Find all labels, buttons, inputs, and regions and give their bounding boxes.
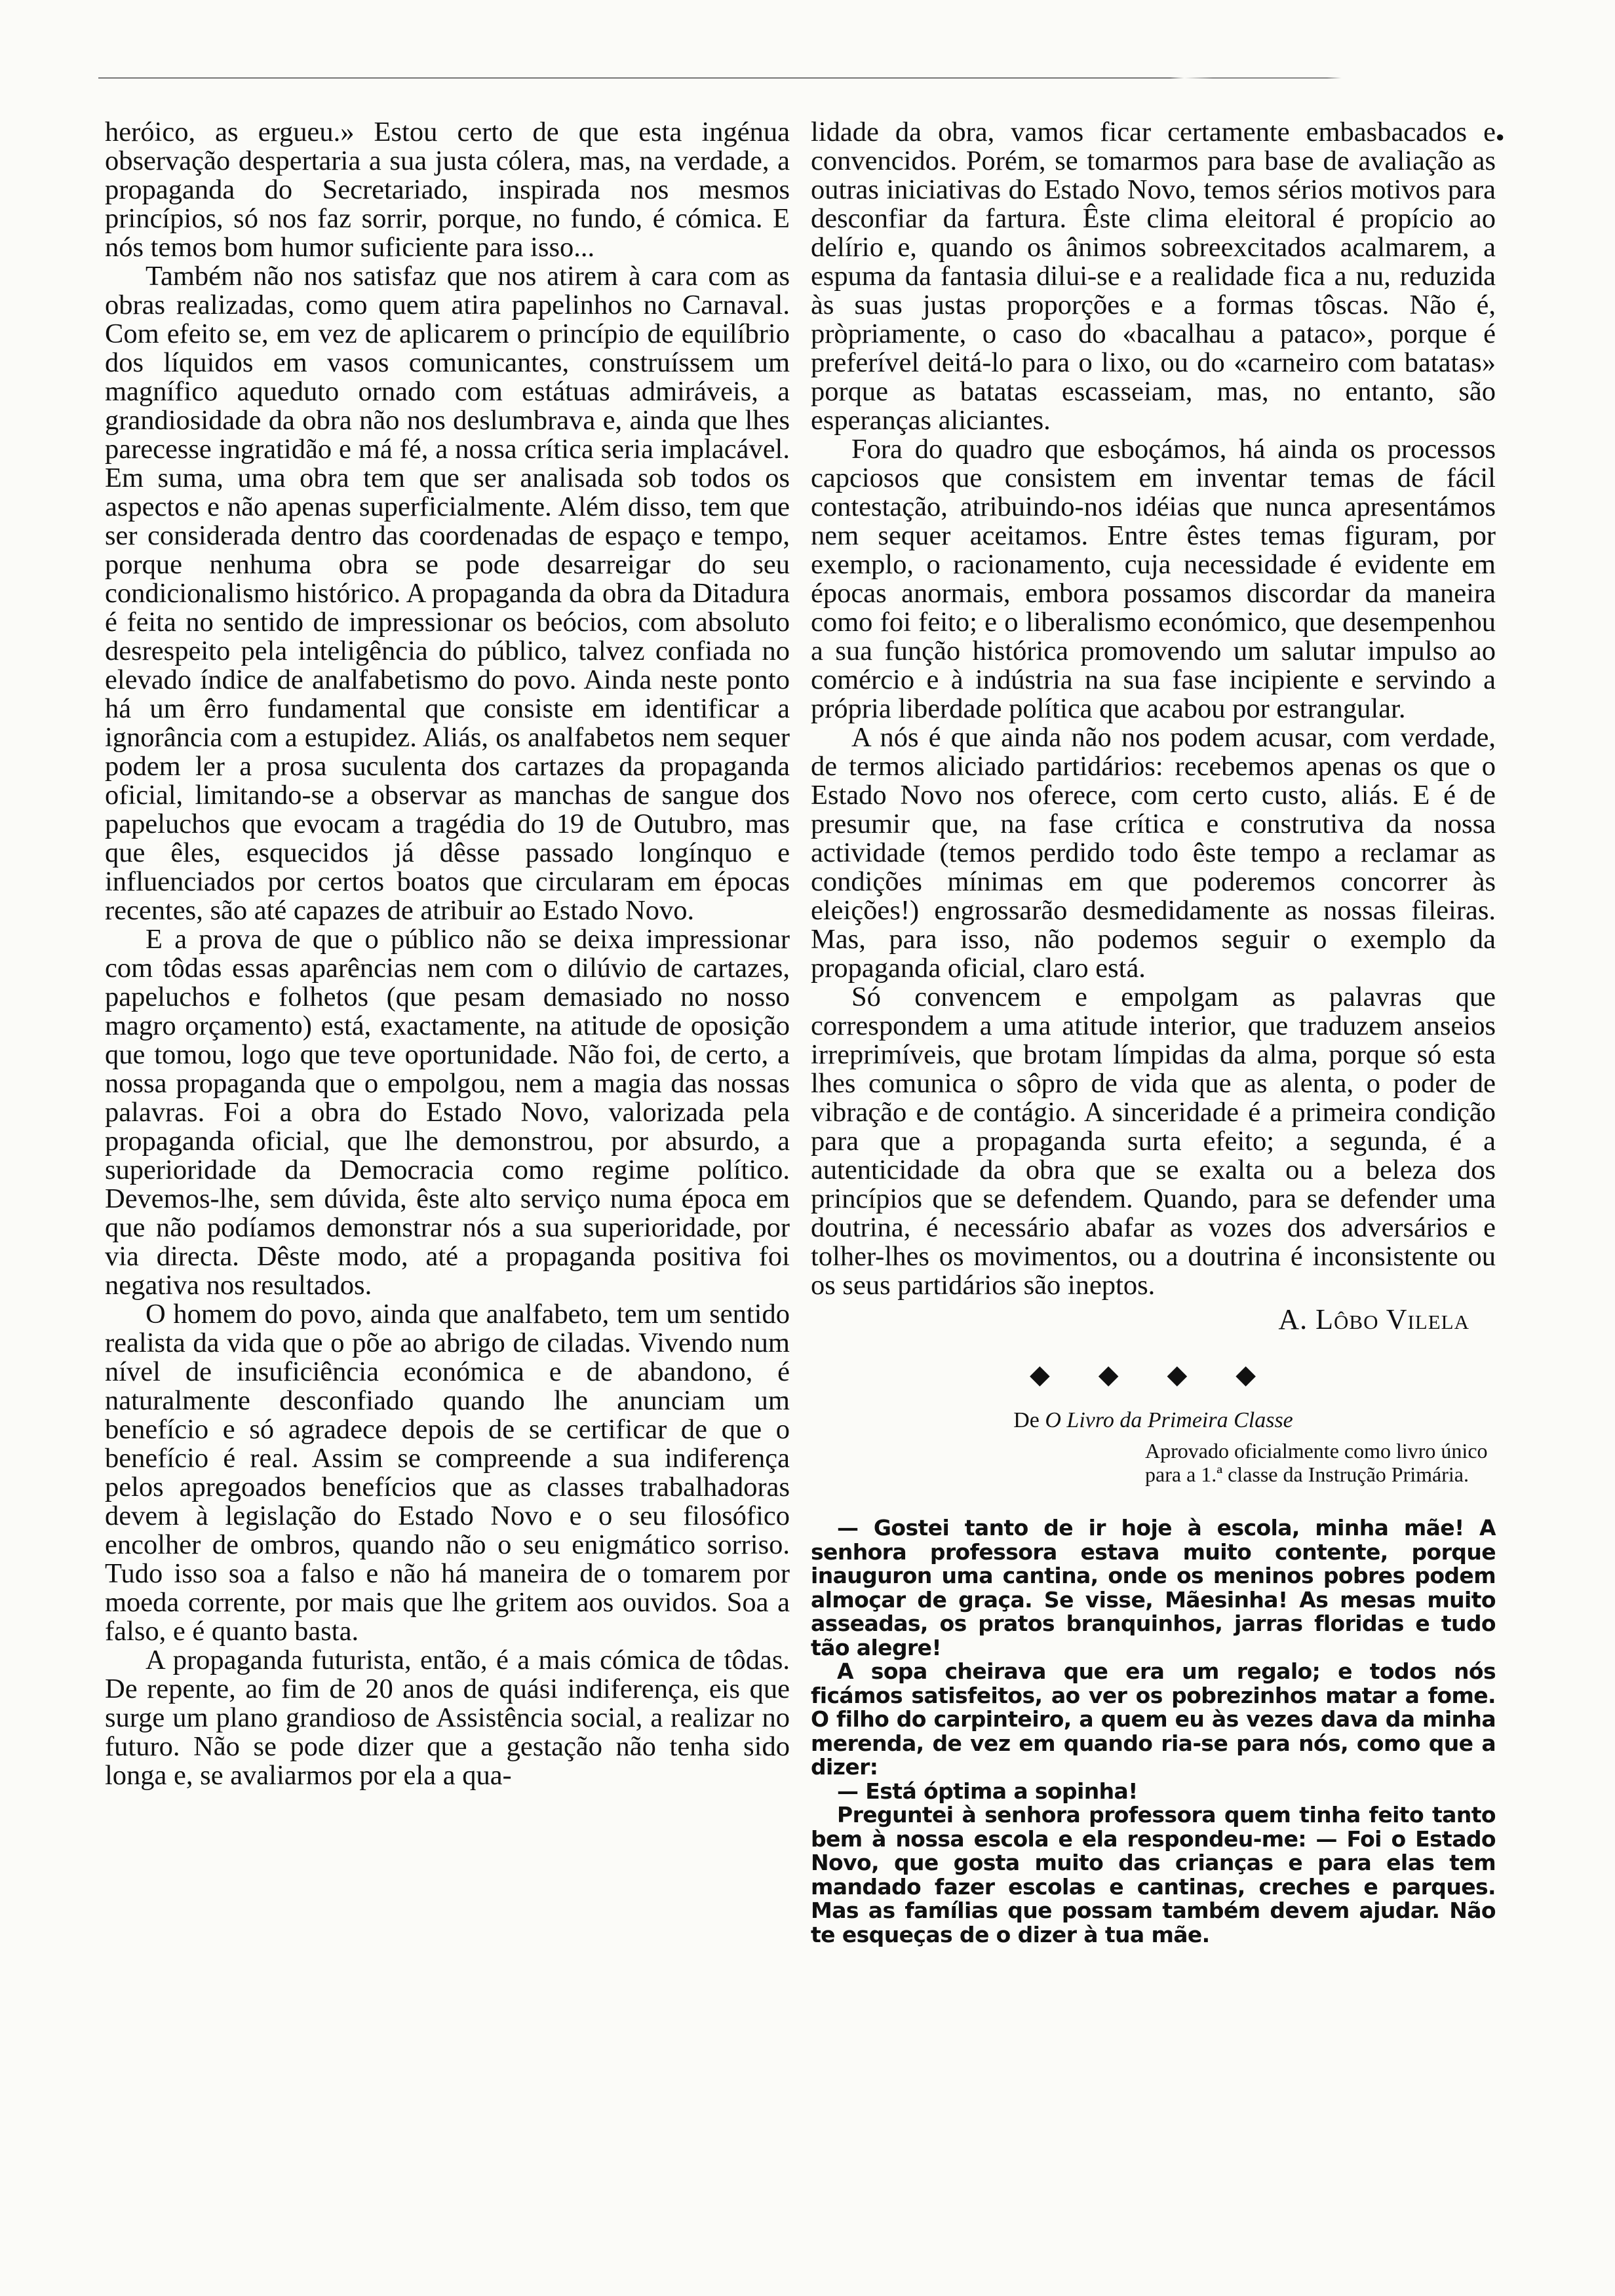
- paragraph: A nós é que ainda não nos podem acusar, com verdade, de termos aliciado partidários: recebemos apenas os que o Estado Novo nos oferece, com certo custo, aliás. E é de presumir que, na fase crítica e construtiva da nossa actividade (temos perdido todo êste tempo a reclamar as condições mínimas em que poderemos concorrer às eleições!) engrossarão desmedidamente as nossas fileiras. Mas, para isso, não podemos seguir o exemplo da propaganda oficial, claro está.: [811, 722, 1496, 984]
- excerpt-paragraph: A sopa cheirava que era um regalo; e todos nós ficámos satisfeitos, ao ver os pobrezinhos matar a fome. O filho do carpinteiro, a quem eu às vezes dava da minha merenda, de vez em quando ria-se para nós, como que a dizer:: [811, 1658, 1496, 1780]
- source-title: O Livro da Primeira Classe: [1045, 1408, 1293, 1432]
- page-top-rule: [98, 77, 1527, 79]
- paragraph: E a prova de que o público não se deixa impressionar com tôdas essas aparências nem com o dilúvio de cartazes, papeluchos e folhetos (que pesam demasiado no nosso magro orçamento) está, exactamente, na atitude de oposição que tomou, logo que teve oportunidade. Não foi, de certo, a nossa propaganda que o empolgou, nem a magia das nossas palavras. Foi a obra do Estado Novo, valorizada pela propaganda oficial, que lhe demonstrou, por absurdo, a superioridade da Democracia como regime político. Devemos-lhe, sem dúvida, êste alto serviço numa época em que não podíamos demonstrar nós a sua superioridade, por via directa. Dêste modo, até a propaganda positiva foi negativa nos resultados.: [105, 924, 790, 1301]
- ink-mark: ●: [1496, 128, 1505, 145]
- excerpt-paragraph: Preguntei à senhora professora quem tinha feito tanto bem à nossa escola e ela respondeu-me: — Foi o Estado Novo, que gosta muito das crianças e para elas tem mandado fazer escolas e cantinas, creches e parques. Mas as famílias que possam também devem ajudar. Não te esqueças de o dizer à tua mãe.: [811, 1802, 1496, 1947]
- excerpt-paragraph: — Gostei tanto de ir hoje à escola, minha mãe! A senhora professora estava muito contente, porque inauguron uma cantina, onde os meninos pobres podem almoçar de graça. Se visse, Mãesinha! As mesas muito asseadas, os pratos branquinhos, jarras floridas e tudo tão alegre!: [811, 1515, 1496, 1660]
- section-ornament: ◆ ◆ ◆ ◆: [1029, 1360, 1277, 1389]
- source-prefix: De: [1013, 1408, 1040, 1432]
- right-column: [811, 118, 1496, 1947]
- paragraph: O homem do povo, ainda que analfabeto, tem um sentido realista da vida que o põe ao abrigo de ciladas. Vivendo num nível de insuficiência económica e de abandono, é naturalmente desconfiado quando lhe anunciam um benefício e só agradece depois de se certificar de que o benefício é real. Assim se compreende a sua indiferença pelos apregoados benefícios que as classes trabalhadoras devem à legislação do Estado Novo e o seu filosófico encolher de ombros, quando não o seu enigmático sorriso. Tudo isso soa a falso e não há maneira de o tomarem por moeda corrente, por mais que lhe gritem aos ouvidos. Soa a falso, e é quanto basta.: [105, 1299, 790, 1647]
- paragraph: A propaganda futurista, então, é a mais cómica de tôdas. De repente, ao fim de 20 anos de quási indiferença, eis que surge um plano grandioso de Assistência social, a realizar no futuro. Não se pode dizer que a gestação não tenha sido longa e, se avaliarmos por ela a qua-: [105, 1645, 790, 1791]
- excerpt-paragraph: — Está óptima a sopinha!: [837, 1778, 1138, 1804]
- paragraph: Fora do quadro que esboçámos, há ainda os processos capciosos que consistem em inventar temas de fácil contestação, atribuindo-nos idéias que nunca apresentámos nem sequer aceitamos. Entre êstes temas figuram, por exemplo, o racionamento, cuja necessidade é evidente em épocas anormais, embora possamos discordar da maneira como foi feito; e o liberalismo económico, que desempenhou a sua função histórica promovendo um salutar impulso ao comércio e à indústria na sua fase incipiente e servindo a própria liberdade política que acabou por estrangular.: [811, 434, 1496, 724]
- approval-note: Aprovado oficialmente como livro único para a 1.ª classe da Instrução Primária.: [1145, 1439, 1488, 1486]
- paragraph: Também não nos satisfaz que nos atirem à cara com as obras realizadas, como quem atira papelinhos no Carnaval. Com efeito se, em vez de aplicarem o princípio de equilíbrio dos líquidos em vasos comunicantes, construíssem um magnífico aqueduto ornado com estátuas admiráveis, a grandiosidade da obra não nos deslumbrava e, ainda que lhes parecesse ingratidão e má fé, a nossa crítica seria implacável. Em suma, uma obra tem que ser analisada sob todos os aspectos e não apenas superficialmente. Além disso, tem que ser considerada dentro das coordenadas de espaço e tempo, porque nenhuma obra se pode desarreigar do seu condicionalismo histórico. A propaganda da obra da Ditadura é feita no sentido de impressionar os beócios, com absoluto desrespeito pela inteligência do público, talvez confiada no elevado índice de analfabetismo do povo. Ainda neste ponto há um êrro fundamental que consiste em identificar a ignorância com a estupidez. Aliás, os analfabetos nem sequer podem ler a prosa suculenta dos cartazes da propaganda oficial, limitando-se a observar as manchas de sangue dos papeluchos que evocam a tragédia do 19 de Outubro, mas que êles, esquecidos já dêsse passado longínquo e influenciados por certos boatos que circularam em épocas recentes, são até capazes de atribuir ao Estado Novo.: [105, 261, 790, 926]
- excerpt-source: [811, 1407, 1496, 1434]
- excerpt-text: [811, 1516, 1496, 1947]
- paragraph: heróico, as ergueu.» Estou certo de que esta ingénua observação despertaria a sua justa cólera, mas, na verdade, a propaganda do Secretariado, inspirada nos mesmos princípios, só nos faz sorrir, porque, no fundo, é cómica. E nós temos bom humor suficiente para isso...: [105, 117, 790, 263]
- paragraph: Só convencem e empolgam as palavras que correspondem a uma atitude interior, que traduzem anseios irreprimíveis, que brotam límpidas da alma, porque só esta lhes comunica o sôpro de vida que as alenta, o poder de vibração e de contágio. A sinceridade é a primeira condição para que a propaganda surta efeito; a segunda, é a autenticidade da obra que se exalta ou a beleza dos princípios que se defendem. Quando, para se defender uma doutrina, é necessário abafar as vozes dos adversários e tolher-lhes os movimentos, ou a doutrina é inconsistente ou os seus partidários são ineptos.: [811, 982, 1496, 1301]
- paragraph: lidade da obra, vamos ficar certamente embasbacados e convencidos. Porém, se tomarmos para base de avaliação as outras iniciativas do Estado Novo, temos sérios motivos para desconfiar da fartura. Êste clima eleitoral é propício ao delírio e, quando os ânimos sobreexcitados acalmarem, a espuma da fantasia dilui-se e a realidade fica a nu, reduzida às suas justas proporções e a formas tôscas. Não é, pròpriamente, o caso do «bacalhau a pataco», porque é preferível deitá-lo para o lixo, ou do «carneiro com batatas» porque as batatas escasseiam, mas, no entanto, são esperanças aliciantes.: [811, 117, 1496, 436]
- author-signature: A. Lôbo Vilela: [1278, 1303, 1469, 1335]
- left-column: [105, 118, 790, 1790]
